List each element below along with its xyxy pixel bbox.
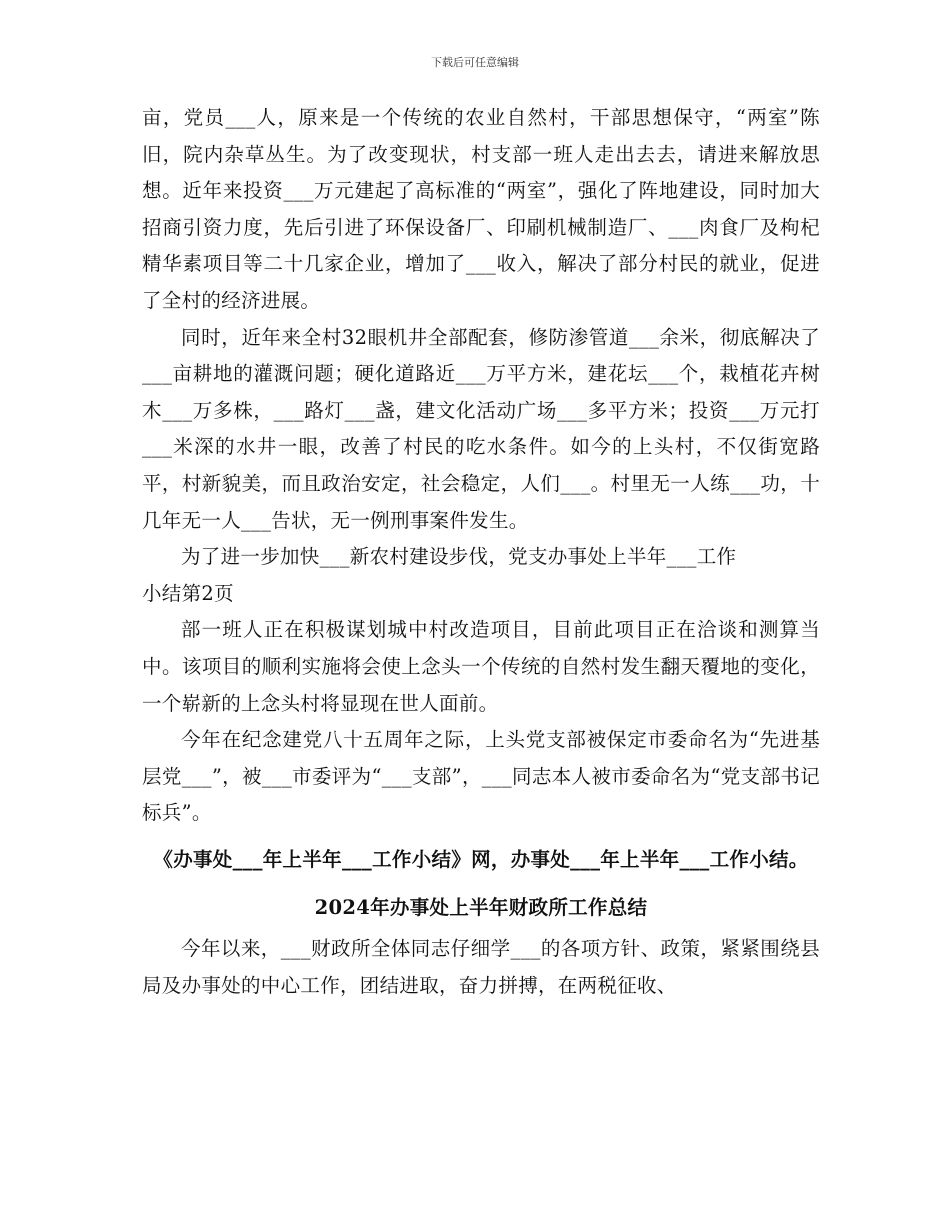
document-body	[142, 100, 820, 1004]
paragraph-infrastructure: 同时，近年来全村32眼机井全部配套，修防渗管道___余米，彻底解决了___亩耕地的灌溉问题；硬化道路近___万平方米，建花坛___个，栽植花卉树木___万多株，___路灯___盏，建文化活动广场___多平方米；投资___万元打___米深的水井一眼，改善了村民的吃水条件。如今的上头村，不仅街宽路平，村新貌美，而且政治安定，社会稳定，人们___。村里无一人练___功，十几年无一人___告状，无一例刑事案件发生。	[142, 325, 820, 532]
link-title[interactable]: 《办事处___年上半年___工作小结》网，办事处___年上半年___工作小结。	[153, 847, 809, 871]
paragraph-renovation: 部一班人正在积极谋划城中村改造项目，目前此项目正在洽谈和测算当中。该项目的顺利实施将会使上念头一个传统的自然村发生翻天覆地的变化，一个崭新的上念头村将显现在世人面前。	[142, 618, 820, 715]
paragraph-honors: 今年在纪念建党八十五周年之际，上头党支部被保定市委命名为“先进基层党___”，被___市委评为“___支部”，___同志本人被市委命名为“党支部书记标兵”。	[142, 728, 820, 825]
section-title: 2024年办事处上半年财政所工作总结	[314, 896, 648, 920]
paragraph-new-village: 为了进一步加快___新农村建设步伐，党支办事处上半年___工作	[181, 545, 737, 569]
page-header: 下载后可任意编辑	[431, 56, 519, 69]
paragraph-finance-intro: 今年以来，___财政所全体同志仔细学___的各项方针、政策，紧紧围绕县局及办事处的中心工作，团结进取，奋力拼搏，在两税征收、	[142, 937, 820, 997]
paragraph-village-intro: 亩，党员___人，原来是一个传统的农业自然村，干部思想保守，“两室”陈旧，院内杂草丛生。为了改变现状，村支部一班人走出去去，请进来解放思想。近年来投资___万元建起了高标准的“两室”，强化了阵地建设，同时加大招商引资力度，先后引进了环保设备厂、印刷机械制造厂、___肉食厂及枸杞精华素项目等二十几家企业，增加了___收入，解决了部分村民的就业，促进了全村的经济进展。	[142, 106, 820, 312]
paragraph-page-marker: 小结第2页	[142, 581, 234, 605]
